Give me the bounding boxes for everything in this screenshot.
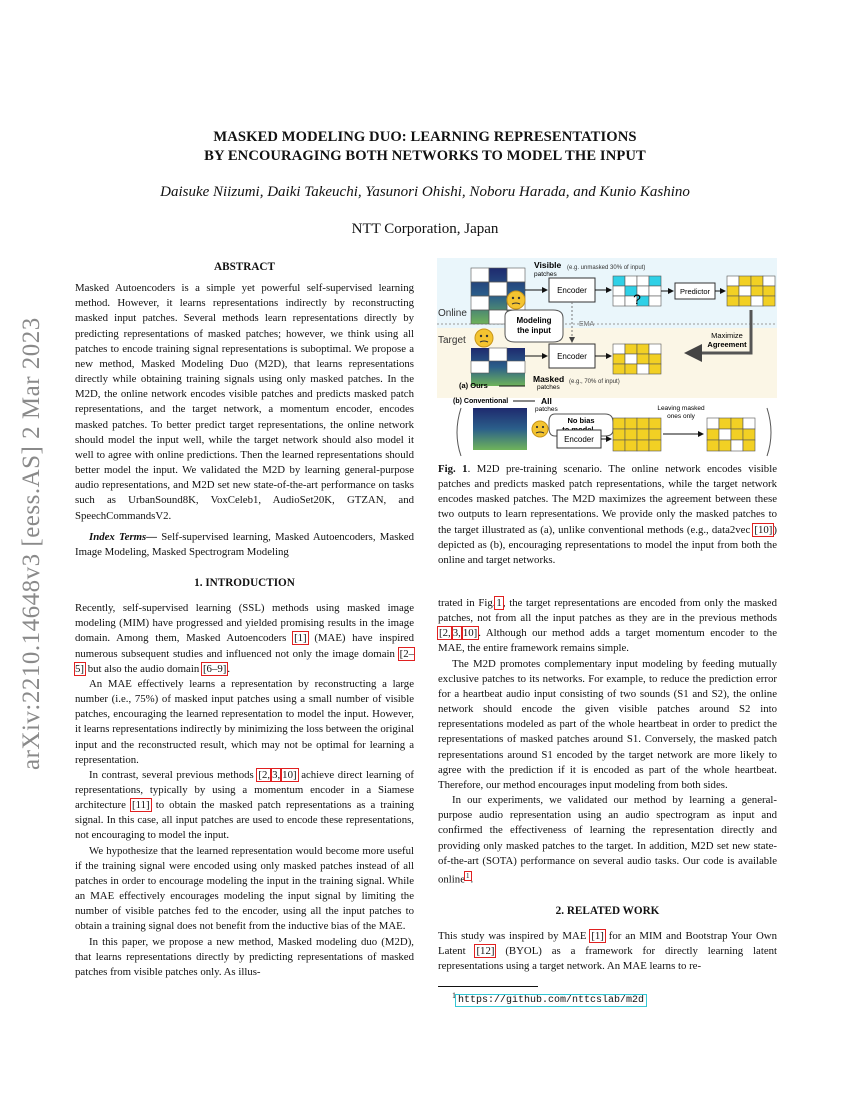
visible-label: Visible (534, 260, 562, 270)
figure-caption: Fig. 1. M2D pre-training scenario. The online network encodes visible patches and predicts masked patch representations, while the target network encodes masked patches. The M2D maximizes the agreement between these two outputs to learn representations. We provide only the masked patches to the target illustrated as (a), unlike conventional methods (e.g., data2vec [10]) depicted as (b), encouraging representations to model the input from both the online and target networks. (438, 463, 778, 566)
index-terms-text: Self-supervised learning, Masked Autoencoders, Masked Image Modeling, Masked Spectrogram Modeling (75, 530, 414, 558)
citation-link[interactable]: [1] (591, 929, 604, 942)
conventional-encoder-label: Encoder (564, 435, 594, 444)
speech-bubble (505, 310, 563, 342)
figure-ref-link[interactable]: 1 (496, 597, 502, 609)
thinking-face-icon (507, 291, 525, 309)
affiliation: NTT Corporation, Japan (351, 221, 499, 237)
intro-paragraph-4: We hypothesize that the learned representation would become more useful if the training signal were encoded using only masked patches instead of all patches in order to encourage modeling the input in the training signal. While an MAE effectively encourages modeling the input signal by limiting the number of visible patches fed to the encoder, using all the input patches to obtain a training signal does not benefit from the inductive bias of the MAE. (75, 844, 414, 933)
footnote-number: 1 (452, 991, 456, 1000)
masked-patches-label: patches (537, 384, 560, 391)
citation-link[interactable]: [11] (132, 799, 150, 812)
conventional-full-grid (613, 418, 661, 451)
target-representation-grid (613, 344, 661, 374)
citation-link[interactable]: [6–9] (202, 662, 227, 675)
citation-link[interactable]: [2, (439, 627, 451, 640)
right-column (438, 596, 777, 974)
title-line-1: MASKED MODELING DUO: LEARNING REPRESENTATIONS (213, 129, 637, 145)
intro-paragraph-1: Recently, self-supervised learning (SSL) methods using masked image modeling (MIM) have progressed and yielded promising results in the image domain. Among them, Masked Autoencoders [1] (MAE) have inspired numerous subsequent studies and influenced not only the image domain [2–5] but also the audio domain [6–9]. (75, 602, 415, 675)
right-paragraph-3: In our experiments, we validated our method by learning a general-purpose audio representation using an audio spectrogram as input and confirmed the effectiveness of learning the representation directly and providing only masked patches to the target. In addition, M2D set new state-of-the-art (SOTA) performance on several audio tasks. Our code is available online$^1$. (438, 794, 777, 886)
all-label: All (541, 396, 552, 406)
arxiv-identifier: arXiv:2210.14648v3 [eess.AS] 2 Mar 2023 (18, 317, 45, 770)
online-encoder-label: Encoder (557, 286, 587, 295)
left-column (75, 260, 414, 980)
target-label: Target (438, 335, 466, 346)
predictor-label: Predictor (679, 287, 711, 296)
title-line-2: BY ENCOURAGING BOTH NETWORKS TO MODEL THE INPUT (204, 148, 646, 164)
citation-link[interactable]: 10] (282, 768, 297, 781)
figure-1-diagram (437, 258, 777, 458)
visible-patches-label: patches (534, 271, 557, 278)
intro-paragraph-5: In this paper, we propose a new method, Masked modeling duo (M2D), that learns representations directly by predicting representations of masked patches from visible patches only. As illus- (75, 935, 414, 978)
footnote (452, 991, 646, 1006)
right-paragraph-2: The M2D promotes complementary input modeling by feeding mutually exclusive patches to its networks. For example, to reduce the prediction error for a heartbeat audio input consisting of two sounds (S1 and S2), the online network should encode the given visible patches around S2 into representations modeled as part of the whole heartbeat in order to predict the representations of masked patches around S1. Conversely, the masked patch representations around S1 encoded by the target network are more likely to agree with the prediction if it is encoded as part of the whole heartbeat. Therefore, our method encourages input modeling from both sides. (438, 657, 777, 791)
related-work-paragraph: This study was inspired by MAE [1] for an MIM and Bootstrap Your Own Latent [12] (BYOL) as a framework for directly learning latent representations using a target network. An MAE learns to re- (438, 929, 778, 973)
predicted-representation-grid (727, 276, 775, 306)
bubble2-text-1: No bias (567, 416, 595, 425)
index-terms-label: Index Terms— (89, 530, 158, 543)
masked-label: Masked (533, 374, 565, 384)
conventional-label: (b) Conventional (453, 398, 509, 405)
abstract-heading: ABSTRACT (214, 261, 275, 273)
intro-paragraph-2: An MAE effectively learns a representation by reconstructing a large number (i.e., 75%) of masked input patches using a small number of visible patches, encouraging the learned representation to model the input. However, it learns representations indirectly by minimizing the loss between the original input and the reconstructed result, which may not be optimal for learning a representation. (75, 677, 414, 766)
ours-label: (a) Ours (459, 381, 488, 390)
ema-label: EMA (579, 321, 595, 328)
author-list: Daisuke Niizumi, Daiki Takeuchi, Yasunori Ohishi, Noboru Harada, and Kunio Kashino (160, 184, 690, 200)
citation-link[interactable]: 10] (462, 627, 478, 640)
paper-title (120, 128, 730, 166)
citation-link[interactable]: 3, (272, 768, 281, 781)
visible-note: (e.g. unmasked 30% of input) (567, 265, 646, 271)
conventional-spectrogram (473, 408, 527, 450)
citation-link[interactable]: [10] (754, 523, 773, 536)
citation-link[interactable]: [12] (476, 944, 495, 957)
code-url-link[interactable]: https://github.com/nttcslab/m2d (458, 995, 645, 1007)
maximize-label-1: Maximize (711, 331, 743, 340)
related-work-heading: 2. RELATED WORK (555, 904, 660, 917)
thinking-face-icon (475, 329, 493, 347)
leaving-label-1: Leaving masked (657, 405, 705, 412)
online-label: Online (438, 308, 467, 319)
citation-link[interactable]: 3, (452, 627, 461, 640)
maximize-label-2: Agreement (707, 340, 747, 349)
introduction-heading: 1. INTRODUCTION (194, 576, 295, 589)
footnote-rule (438, 986, 538, 987)
intro-paragraph-3: In contrast, several previous methods [2, 3, 10] achieve direct learning of representations, typically by using a momentum encoder in a Siamese architecture [11] to obtain the masked patch representations as a training signal. In this case, all input patches are used to encode these representations, not encouraging to model the input. (75, 768, 414, 842)
bubble-text-1: Modeling (516, 316, 552, 325)
abstract-text: Masked Autoencoders is a simple yet powerful self-supervised learning method. However, it learns representations indirectly by reconstructing masked input patches. Several methods learn representations directly by predicting representations of masked patches; however, we think using all patches to encode training signal representations is suboptimal. We propose a new method, Masked Modeling Duo (M2D), that learns representations directly while obtaining training signals using only masked patches. In the M2D, the online network encodes visible patches and predicts masked patch representations, and the target network, a momentum encoder, encodes masked patches. To better predict target representations, the online network should model the input well, while the target network should also model it well to agree with online predictions. Then the learned representations should better model the input. We validated the M2D by learning general-purpose audio representations, and M2D set new state-of-the-art performance on tasks such as UrbanSound8K, VoxCeleb1, AudioSet20K, GTZAN, and SpeechCommandsV2. (75, 282, 414, 522)
figure-label: Fig. 1 (438, 463, 468, 475)
all-patches-label: patches (535, 406, 558, 413)
right-paragraph-1: trated in Fig.1, the target representations are encoded from only the masked patches, not from all the input patches as they are in the previous methods [2, 3, 10]. Although our method adds a target momentum encoder to the MAE, the entire framework remains simple. (438, 597, 777, 655)
leaving-label-2: ones only (667, 413, 695, 420)
citation-link[interactable]: [1] (294, 632, 307, 645)
target-encoder-label: Encoder (557, 352, 587, 361)
citation-link[interactable]: [2, (258, 768, 271, 781)
citation-link[interactable]: [2–5] (75, 647, 414, 675)
question-mark: ? (633, 291, 641, 307)
bubble-text-2: the input (517, 326, 551, 335)
conventional-masked-grid (707, 418, 755, 451)
worried-face-icon (532, 421, 548, 437)
index-terms (75, 530, 414, 560)
masked-note: (e.g., 70% of input) (569, 379, 620, 385)
footnote-ref-link[interactable]: 1 (466, 871, 470, 880)
